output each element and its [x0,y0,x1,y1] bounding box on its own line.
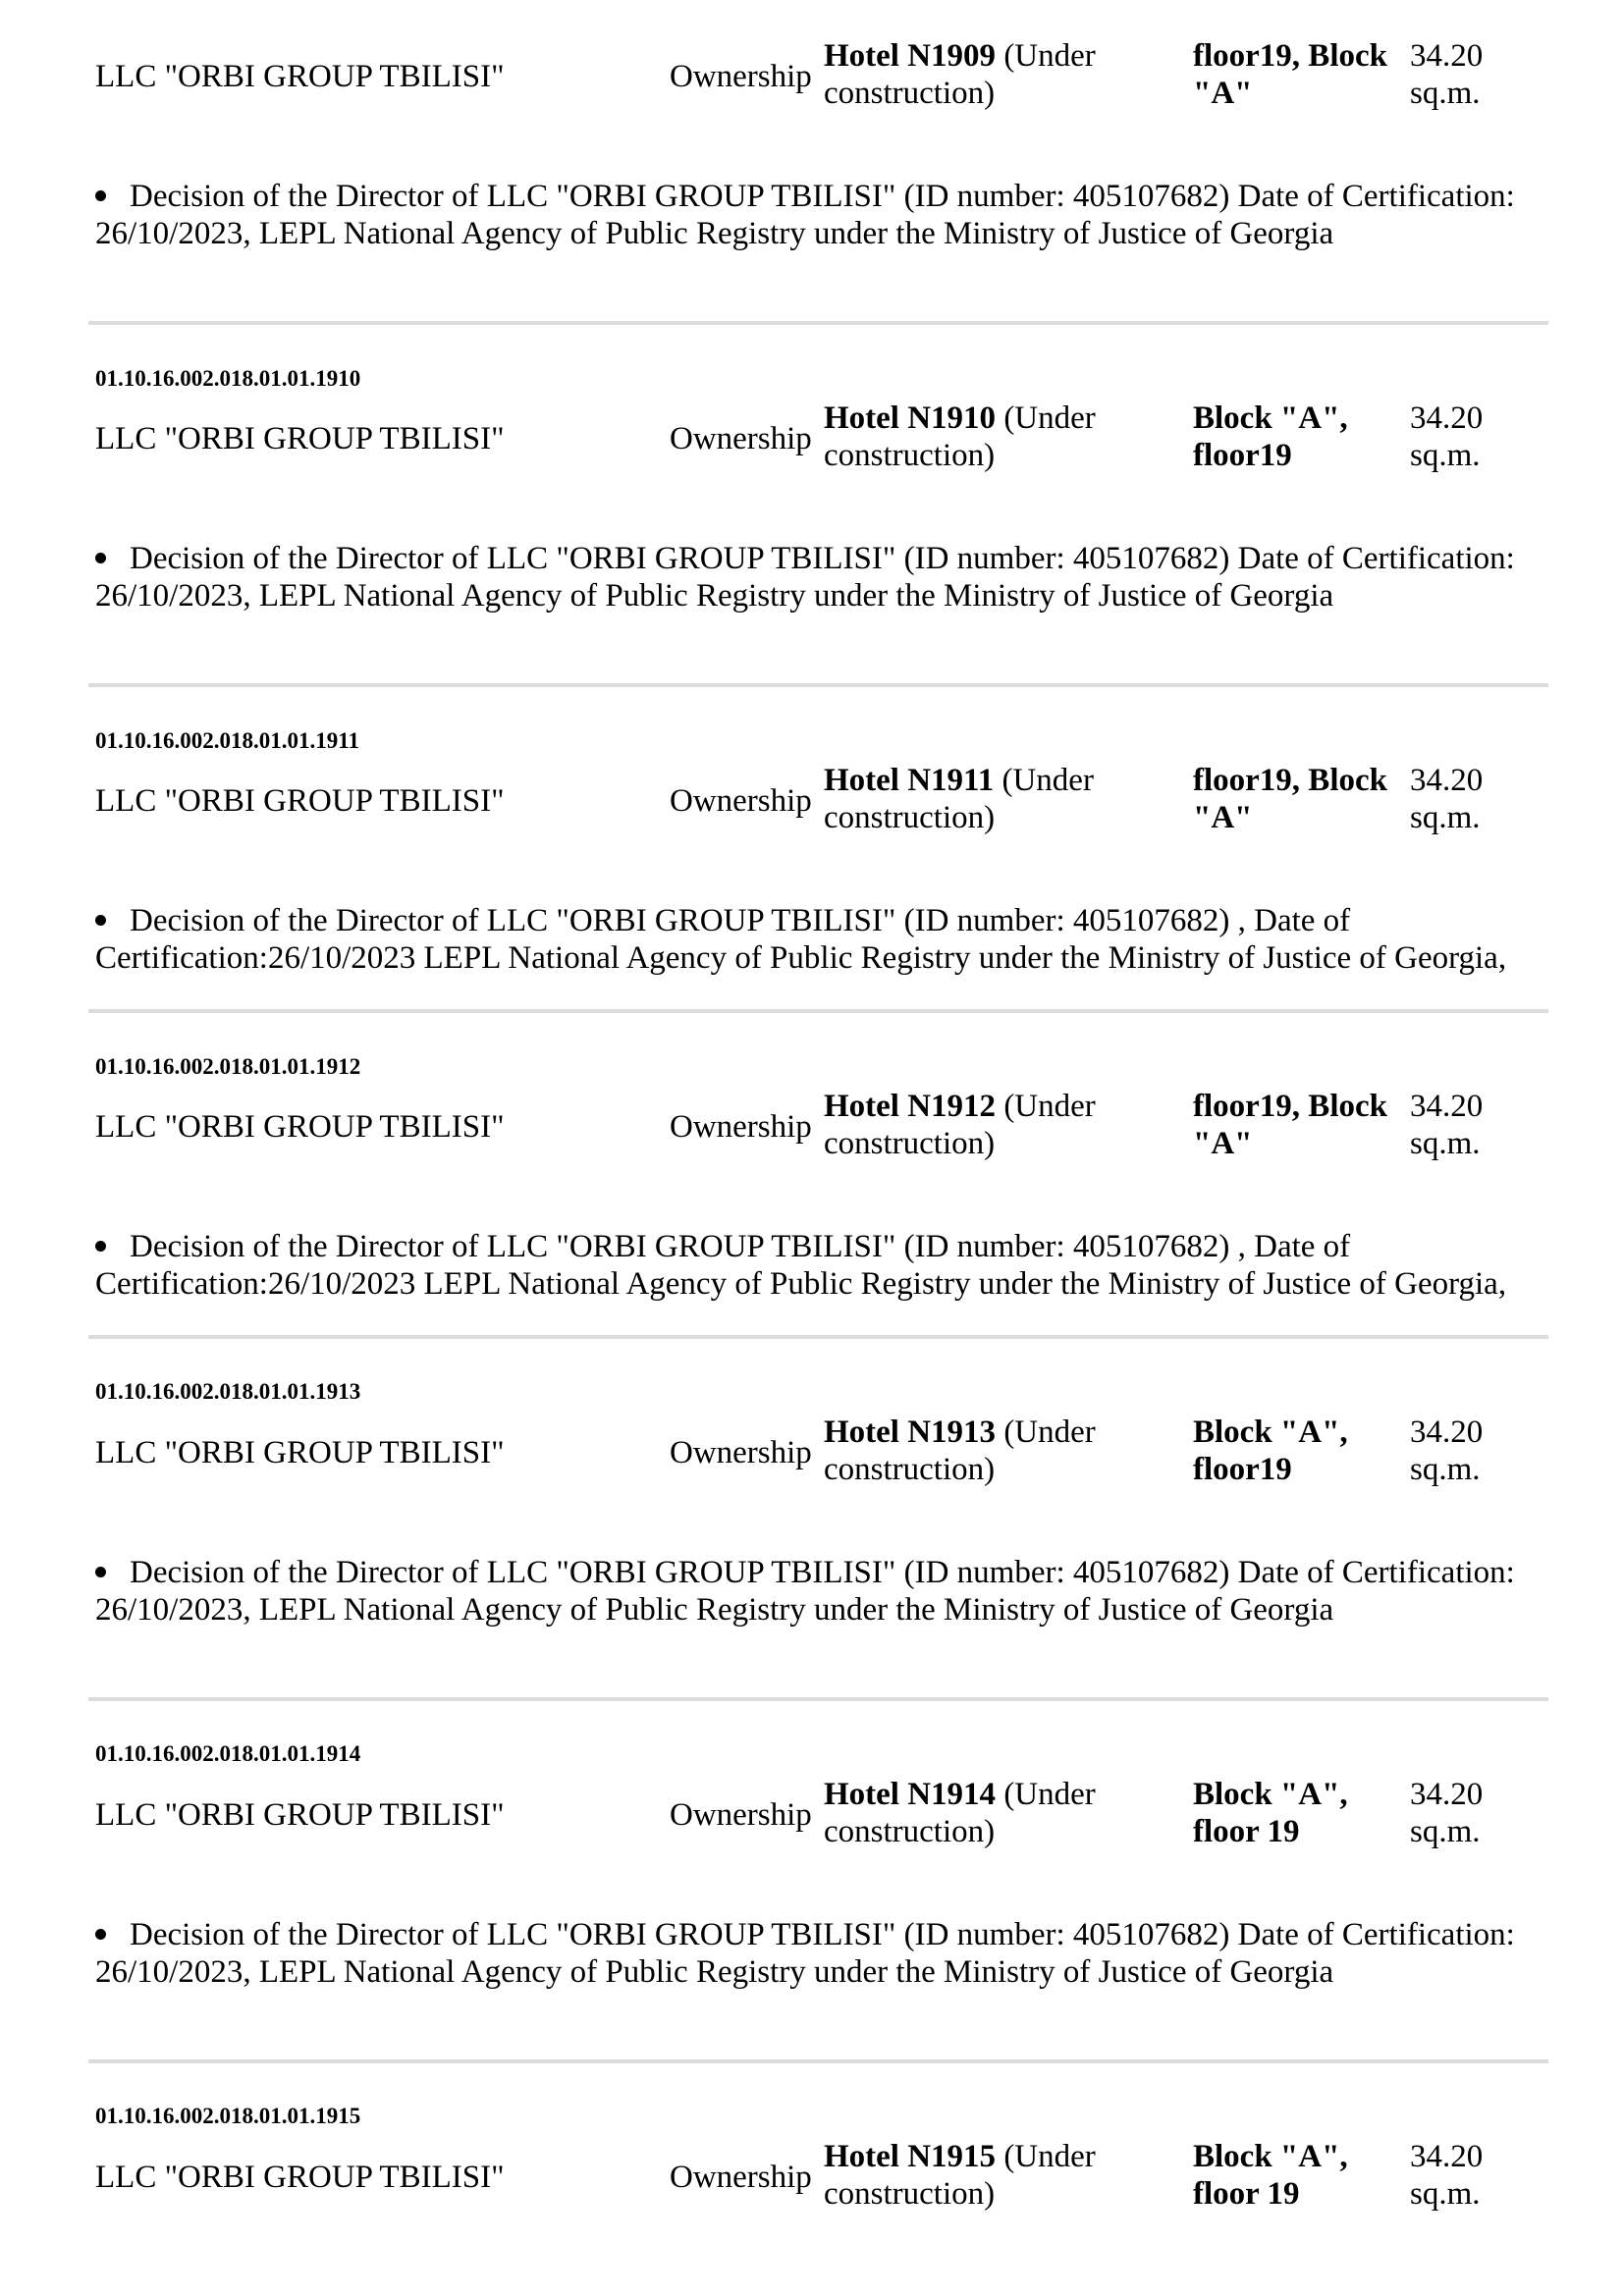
property-status: (Under construction) [824,1777,1096,1849]
property-description [824,37,1177,112]
property-area: 34.20 sq.m. [1410,2139,1484,2212]
decision-note [95,1916,1568,1991]
record-row [0,1088,1623,1166]
owner-name: LLC "ORBI GROUP TBILISI" [95,1109,505,1145]
owner-name: LLC "ORBI GROUP TBILISI" [95,421,505,456]
record-row [0,762,1623,840]
decision-note [95,540,1568,614]
property-location: floor19, Block "A" [1193,1089,1387,1161]
record-divider [88,1335,1548,1339]
property-name: Hotel N1909 [824,38,997,74]
property-area: 34.20 sq.m. [1410,1777,1484,1849]
property-area: 34.20 sq.m. [1410,400,1484,473]
record-divider [88,321,1548,325]
property-location: Block "A", floor 19 [1193,2139,1348,2212]
decision-text: Decision of the Director of LLC "ORBI GROUP TBILISI" (ID number: 405107682) , Date of Certification:26/10/2023 LEPL National Agency of Public Registry under the Ministry of Justice of Georgia, [95,903,1507,976]
property-name: Hotel N1915 [824,2139,997,2174]
decision-text: Decision of the Director of LLC "ORBI GROUP TBILISI" (ID number: 405107682) Date of Certification: 26/10/2023, LEPL National Agency of Public Registry under the Ministry of Justice of Georgia [95,541,1515,614]
record-row [0,1776,1623,1854]
decision-note [95,1554,1568,1629]
bullet-icon [95,190,106,201]
decision-text: Decision of the Director of LLC "ORBI GROUP TBILISI" (ID number: 405107682) Date of Certification: 26/10/2023, LEPL National Agency of Public Registry under the Ministry of Justice of Georgia [95,1917,1515,1990]
property-name: Hotel N1913 [824,1415,997,1450]
property-location: Block "A", floor19 [1193,1415,1348,1487]
bullet-icon [95,553,106,563]
property-area: 34.20 sq.m. [1410,38,1484,111]
owner-name: LLC "ORBI GROUP TBILISI" [95,2160,505,2195]
ownership-type: Ownership [670,1797,812,1833]
property-description [824,762,1177,836]
ownership-type: Ownership [670,783,812,819]
property-area: 34.20 sq.m. [1410,1415,1484,1487]
property-name: Hotel N1911 [824,763,995,798]
property-status: (Under construction) [824,763,1094,835]
property-area: 34.20 sq.m. [1410,763,1484,835]
ownership-type: Ownership [670,59,812,94]
bullet-icon [95,1567,106,1577]
decision-note [95,902,1568,977]
property-name: Hotel N1912 [824,1089,997,1124]
record-row [0,2138,1623,2216]
ownership-type: Ownership [670,1109,812,1145]
record-row [0,37,1623,116]
property-description [824,1414,1177,1488]
property-location: Block "A", floor 19 [1193,1777,1348,1849]
property-location: Block "A", floor19 [1193,400,1348,473]
property-description [824,1088,1177,1162]
record-divider [88,2059,1548,2063]
property-status: (Under construction) [824,38,1096,111]
record-divider [88,1697,1548,1701]
property-status: (Under construction) [824,1415,1096,1487]
record-divider [88,683,1548,687]
cadastral-code: 01.10.16.002.018.01.01.1912 [95,1054,361,1079]
record-row [0,1414,1623,1492]
ownership-type: Ownership [670,2160,812,2195]
property-location: floor19, Block "A" [1193,38,1387,111]
property-description [824,400,1177,474]
ownership-type: Ownership [670,1435,812,1470]
cadastral-code: 01.10.16.002.018.01.01.1913 [95,1379,361,1404]
property-location: floor19, Block "A" [1193,763,1387,835]
property-status: (Under construction) [824,1089,1096,1161]
property-area: 34.20 sq.m. [1410,1089,1484,1161]
decision-text: Decision of the Director of LLC "ORBI GROUP TBILISI" (ID number: 405107682) Date of Certification: 26/10/2023, LEPL National Agency of Public Registry under the Ministry of Justice of Georgia [95,179,1515,251]
record-divider [88,1009,1548,1013]
owner-name: LLC "ORBI GROUP TBILISI" [95,1797,505,1833]
decision-note [95,178,1568,252]
bullet-icon [95,915,106,926]
decision-text: Decision of the Director of LLC "ORBI GROUP TBILISI" (ID number: 405107682) Date of Certification: 26/10/2023, LEPL National Agency of Public Registry under the Ministry of Justice of Georgia [95,1555,1515,1628]
decision-text: Decision of the Director of LLC "ORBI GROUP TBILISI" (ID number: 405107682) , Date of Certification:26/10/2023 LEPL National Agency of Public Registry under the Ministry of Justice of Georgia, [95,1229,1507,1302]
cadastral-code: 01.10.16.002.018.01.01.1914 [95,1741,361,1766]
owner-name: LLC "ORBI GROUP TBILISI" [95,59,505,94]
cadastral-code: 01.10.16.002.018.01.01.1915 [95,2104,361,2128]
owner-name: LLC "ORBI GROUP TBILISI" [95,783,505,819]
owner-name: LLC "ORBI GROUP TBILISI" [95,1435,505,1470]
bullet-icon [95,1929,106,1940]
record-row [0,400,1623,478]
cadastral-code: 01.10.16.002.018.01.01.1911 [95,728,359,753]
decision-note [95,1228,1568,1303]
property-name: Hotel N1914 [824,1777,997,1812]
ownership-type: Ownership [670,421,812,456]
property-status: (Under construction) [824,400,1096,473]
property-name: Hotel N1910 [824,400,997,436]
property-description [824,1776,1177,1850]
property-description [824,2138,1177,2213]
cadastral-code: 01.10.16.002.018.01.01.1910 [95,366,361,391]
bullet-icon [95,1241,106,1252]
property-status: (Under construction) [824,2139,1096,2212]
